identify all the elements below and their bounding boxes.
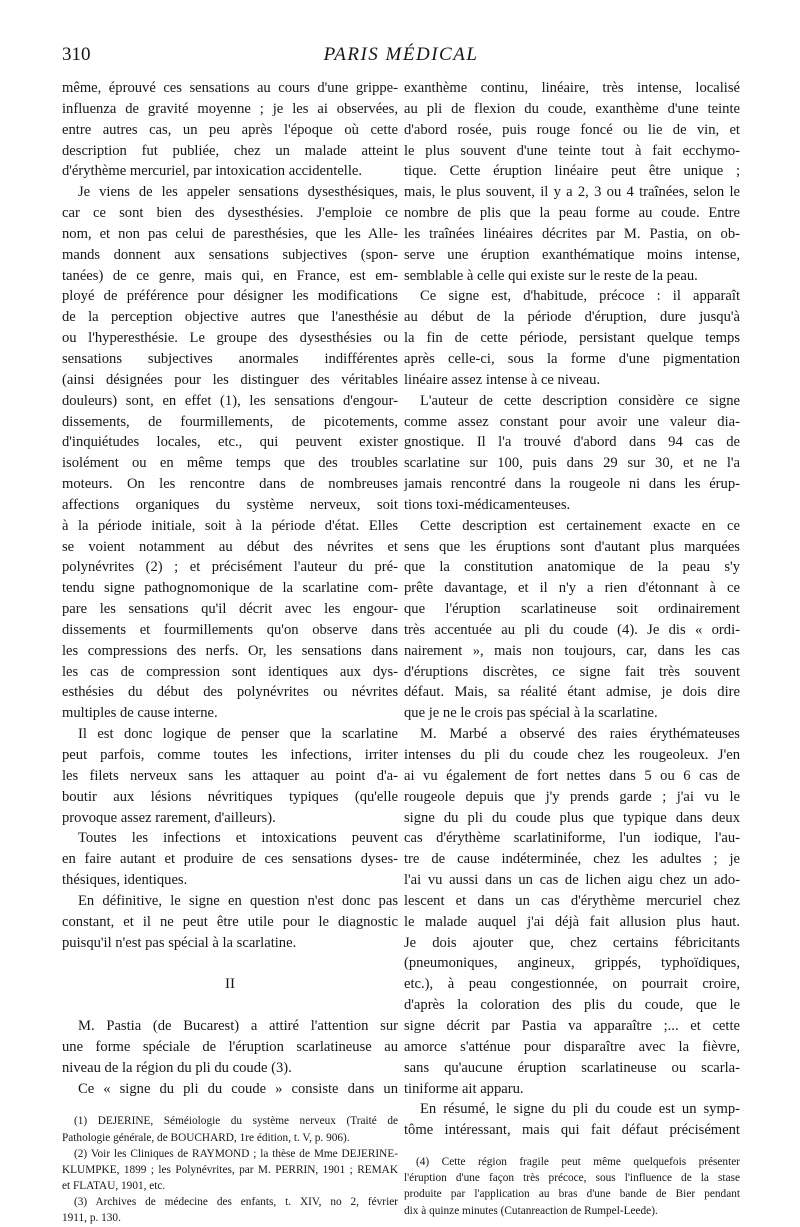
footnote-line: l'éruption d'une façon très précoce, sous l'influence de la stase xyxy=(404,1172,740,1185)
text-line: etc.), à peau congestionnée, on pourrait croire, xyxy=(404,976,740,993)
text-line: d'après la coloration des plis du coude, que le xyxy=(404,997,740,1014)
text-line: le malade auquel j'ai déjà fait allusion plus haut. xyxy=(404,913,740,930)
text-line: à la période initiale, soit à la période d'état. Elles xyxy=(62,517,398,534)
text-line: le plus souvent d'une teinte tout à fait ecchymo- xyxy=(404,142,740,159)
text-line: l'ai vu aussi dans un cas de lichen aigu chez un ado- xyxy=(404,872,740,889)
section-heading: II xyxy=(225,976,235,993)
text-line: que je ne le crois pas spécial à la scarlatine. xyxy=(404,705,658,722)
footnote-line: dix à quinze minutes (Cutanreaction de Rumpel-Leede). xyxy=(404,1204,658,1217)
text-line: tiniforme ait apparu. xyxy=(404,1080,524,1097)
page-header xyxy=(62,44,740,70)
text-line: serve une éruption exanthématique moins intense, xyxy=(404,246,740,263)
text-line: tanées) de ce genre, mais qui, en France, est em- xyxy=(62,267,398,284)
text-line: entre autres cas, un peu après l'époque où cette xyxy=(62,121,398,138)
text-line: de la perception objective autres que l'anesthésie xyxy=(62,309,398,326)
text-line: provoque assez rarement, d'ailleurs). xyxy=(62,809,276,826)
text-line: ployé de préférence pour désigner les modifications xyxy=(62,288,398,305)
footnote-line: KLUMPKE, 1899 ; les Polynévrites, par M. PERRIN, 1901 ; REMAK xyxy=(62,1163,398,1176)
text-line: que l'éruption scarlatineuse soit ordinairement xyxy=(404,601,740,618)
page-number: 310 xyxy=(62,44,91,65)
text-line: la fin de cette période, persistant quelque temps xyxy=(404,330,740,347)
footnote-line: 1911, p. 130. xyxy=(62,1212,121,1225)
text-line: moteurs. On les rencontre dans de nombreuses xyxy=(62,476,398,493)
text-line: tôme intéressant, mais qui fait défaut précisément xyxy=(404,1122,740,1139)
text-line: Il est donc logique de penser que la scarlatine xyxy=(78,726,398,743)
text-line: thésiques, identiques. xyxy=(62,872,188,889)
left-column xyxy=(62,78,398,1227)
text-line: au pli de flexion du coude, exanthème d'une teinte xyxy=(404,100,740,117)
text-line: au début de la période d'éruption, dure jusqu'à xyxy=(404,309,740,326)
text-line: sens que les éruptions sont d'autant plus marquées xyxy=(404,538,740,555)
text-line: prête davantage, et il n'y a rien d'étonnant à ce xyxy=(404,580,740,597)
text-line: pare les sensations qu'il décrit avec les engour- xyxy=(62,601,398,618)
right-footnotes xyxy=(404,1154,740,1219)
footnote-line: (1) DEJERINE, Séméiologie du système nerveux (Traité de xyxy=(74,1115,398,1128)
text-line: tique. Cette éruption linéaire peut être unique ; xyxy=(404,163,740,180)
footnote-line: Pathologie générale, de BOUCHARD, 1re édition, t. V, p. 906). xyxy=(62,1131,350,1144)
text-line: En définitive, le signe en question n'est donc pas xyxy=(78,892,398,909)
text-line: Cette description est certainement exacte en ce xyxy=(420,517,740,534)
text-line: Ce signe est, d'habitude, précoce : il apparaît xyxy=(420,288,740,305)
right-column-body xyxy=(404,78,740,1141)
text-line: signe du pli du coude plus que typique dans deux xyxy=(404,809,740,826)
text-line: constant, et il ne peut être utile pour le diagnostic xyxy=(62,913,398,930)
text-line: (pneumoniques, angineux, grippés, typhoïdiques, xyxy=(404,955,740,972)
text-line: multiples de cause interne. xyxy=(62,705,218,722)
text-line: mands donnent aux sensations subjectives (spon- xyxy=(62,246,398,263)
text-line: car ce sont bien des dysesthésies. J'emploie ce xyxy=(62,205,398,222)
text-line: semblable à celle qui existe sur le reste de la peau. xyxy=(404,267,698,284)
text-line: Ce « signe du pli du coude » consiste dans un xyxy=(78,1080,398,1097)
text-line: même, éprouvé ces sensations au cours d'une grippe- xyxy=(62,80,398,96)
text-line: d'érythème mercuriel, par intoxication accidentelle. xyxy=(62,163,363,180)
text-line: M. Marbé a observé des raies érythémateuses xyxy=(420,726,740,743)
text-line: dissements, de fourmillements, de picotements, xyxy=(62,413,398,430)
text-line: influenza de gravité moyenne ; je les ai observées, xyxy=(62,100,398,117)
footnote-line: et FLATAU, 1901, etc. xyxy=(62,1180,166,1193)
text-line: puisqu'il n'est pas spécial à la scarlatine. xyxy=(62,934,297,951)
text-line: peut parfois, comme toutes les infections, irriter xyxy=(62,747,398,763)
text-line: scarlatine sur 100, puis dans 29 sur 30, et ne l'a xyxy=(404,455,740,472)
left-column-body xyxy=(62,78,398,1099)
text-line: que la constitution anatomique de la peau s'y xyxy=(404,559,740,576)
text-line: isolément ou en même temps que des troubles xyxy=(62,455,398,472)
text-line: polynévrites (2) ; et précisément l'auteur du pré- xyxy=(62,559,398,576)
right-column xyxy=(404,78,740,1219)
text-line: sensations subjectives anormales indifférentes xyxy=(62,350,398,367)
text-line: d'éruptions discrètes, ce signe fait très souvent xyxy=(404,663,740,680)
text-line: en faire autant et produire de ces sensations dyses- xyxy=(62,851,398,868)
text-line: boutir aux lésions névritiques typiques (qu'elle xyxy=(62,788,398,805)
text-line: jamais rencontré dans la rougeole ni dans les érup- xyxy=(404,476,740,493)
text-line: nom, et non pas celui de paresthésies, que les Alle- xyxy=(62,225,398,242)
text-line: tendu signe pathognomonique de la scarlatine com- xyxy=(62,580,398,597)
footnote-line: (3) Archives de médecine des enfants, t. XIV, no 2, février xyxy=(74,1196,398,1209)
text-line: après celle-ci, sous la forme d'une pigmentation xyxy=(404,350,740,367)
text-line: une forme spéciale de l'éruption scarlatineuse au xyxy=(62,1038,398,1055)
text-line: dissements et fourmillements qu'on observe dans xyxy=(62,621,398,638)
text-line: niveau de la région du pli du coude (3). xyxy=(62,1059,292,1076)
footnote-line: produite par l'application au bras d'une bande de Bier pendant xyxy=(404,1188,740,1201)
text-line: ou l'hyperesthésie. Le groupe des dysesthésies ou xyxy=(62,330,398,347)
text-line: M. Pastia (de Bucarest) a attiré l'attention sur xyxy=(78,1017,398,1034)
text-line: mais, le plus souvent, il y a 2, 3 ou 4 traînées, selon le xyxy=(404,184,740,201)
text-line: cas d'érythème scarlatiniforme, l'un iodique, l'au- xyxy=(404,830,740,847)
text-line: amorce s'atténue pour disparaître avec la fièvre, xyxy=(404,1038,740,1055)
text-line: En résumé, le signe du pli du coude est un symp- xyxy=(420,1101,740,1118)
blank-line xyxy=(62,995,398,1016)
text-line: défaut. Mais, sa réalité étant admise, je dois dire xyxy=(404,684,740,701)
text-line: d'abord rosée, puis rouge foncé ou lie de vin, et xyxy=(404,121,740,138)
text-line: nombre de plis que la peau forme au coude. Entre xyxy=(404,205,740,222)
footnote-line: (2) Voir les Cliniques de RAYMOND ; la thèse de Mme DEJERINE- xyxy=(74,1147,398,1160)
text-line: nairement », mais non toujours, car, dans les cas xyxy=(404,642,740,659)
text-line: les cas de compression sont identiques aux dys- xyxy=(62,663,398,680)
text-line: affections organiques du système nerveux, soit xyxy=(62,496,398,513)
text-line: comme assez constant pour avoir une valeur dia- xyxy=(404,413,740,430)
text-line: lescent et dans un cas d'érythème mercuriel chez xyxy=(404,892,740,909)
text-line: très accentuée au pli du coude (4). Je dis « ordi- xyxy=(404,621,740,638)
text-line: sans qu'aucune éruption scarlatineuse ou scarla- xyxy=(404,1059,740,1076)
footnote-line: (4) Cette région fragile peut même quelquefois présenter xyxy=(416,1156,740,1169)
text-line: tions toxi-médicamenteuses. xyxy=(404,496,571,513)
text-line: ai vu également de fort nettes dans 5 ou 6 cas de xyxy=(404,767,740,784)
text-line: gnostique. Il l'a trouvé d'abord dans 94 cas de xyxy=(404,434,740,451)
text-line: linéaire assez intense à ce niveau. xyxy=(404,371,601,388)
text-line: se voient notamment au début des névrites et xyxy=(62,538,398,555)
text-line: rougeole depuis que j'y prends garde ; j'ai vu le xyxy=(404,788,740,805)
blank-line xyxy=(62,953,398,974)
text-line: intenses du pli du coude chez les rougeoleux. J'en xyxy=(404,747,740,763)
text-line: les traînées linéaires décrites par M. Pastia, on ob- xyxy=(404,225,740,242)
text-line: signe décrit par Pastia va apparaître ;... et cette xyxy=(404,1017,740,1034)
text-line: d'inquiétudes locales, etc., qui peuvent exister xyxy=(62,434,398,451)
text-line: Toutes les infections et intoxications peuvent xyxy=(78,830,398,847)
text-line: tre de cause indéterminée, chez les adultes ; je xyxy=(404,851,740,868)
text-line: les filets nerveux sans les attaquer au point d'a- xyxy=(62,767,398,784)
text-line: Je viens de les appeler sensations dysesthésiques, xyxy=(78,184,398,201)
text-line: les compressions des nerfs. Or, les sensations dans xyxy=(62,642,398,659)
text-line: description fut publiée, chez un malade atteint xyxy=(62,142,398,159)
text-line: Je dois ajouter que, chez certains fébricitants xyxy=(404,934,740,951)
text-line: (ainsi désignées pour les distinguer des véritables xyxy=(62,371,398,388)
running-title: PARIS MÉDICAL xyxy=(323,44,479,65)
text-line: L'auteur de cette description considère ce signe xyxy=(420,392,740,409)
text-line: esthésies du début des polynévrites ou névrites xyxy=(62,684,398,701)
left-footnotes xyxy=(62,1113,398,1226)
text-line: exanthème continu, linéaire, très intense, localisé xyxy=(404,80,740,96)
text-line: douleurs) sont, en effet (1), les sensations d'engour- xyxy=(62,392,398,409)
